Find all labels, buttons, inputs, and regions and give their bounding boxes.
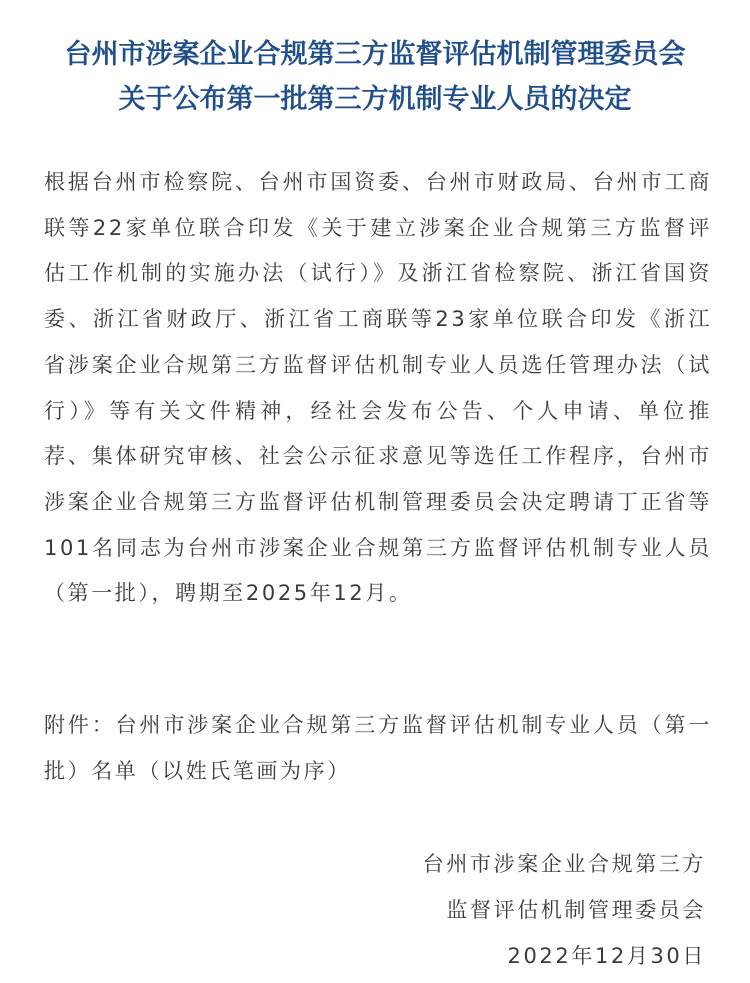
issue-date: 2022年12月30日 — [507, 944, 706, 968]
issuer-signature-line-1: 台州市涉案企业合规第三方 — [422, 852, 706, 876]
document-title-line-1: 台州市涉案企业合规第三方监督评估机制管理委员会 — [64, 39, 686, 70]
issuer-signature-line-2: 监督评估机制管理委员会 — [446, 898, 706, 922]
document-title-line-2: 关于公布第一批第三方机制专业人员的决定 — [118, 84, 632, 115]
attachment-note: 附件：台州市涉案企业合规第三方监督评估机制专业人员（第一批）名单（以姓氏笔画为序） — [44, 713, 712, 783]
decision-body-paragraph: 根据台州市检察院、台州市国资委、台州市财政局、台州市工商联等22家单位联合印发《关于建立涉案企业合规第三方监督评估工作机制的实施办法（试行）》及浙江省检察院、浙江省国资委、浙江省财政厅、浙江省工商联等23家单位联合印发《浙江省涉案企业合规第三方监督评估机制专业人员选任管理办法（试行）》等有关文件精神，经社会发布公告、个人申请、单位推荐、集体研究审核、社会公示征求意见等选任工作程序，台州市涉案企业合规第三方监督评估机制管理委员会决定聘请丁正省等101名同志为台州市涉案企业合规第三方监督评估机制专业人员（第一批），聘期至2025年12月。 — [44, 170, 712, 606]
